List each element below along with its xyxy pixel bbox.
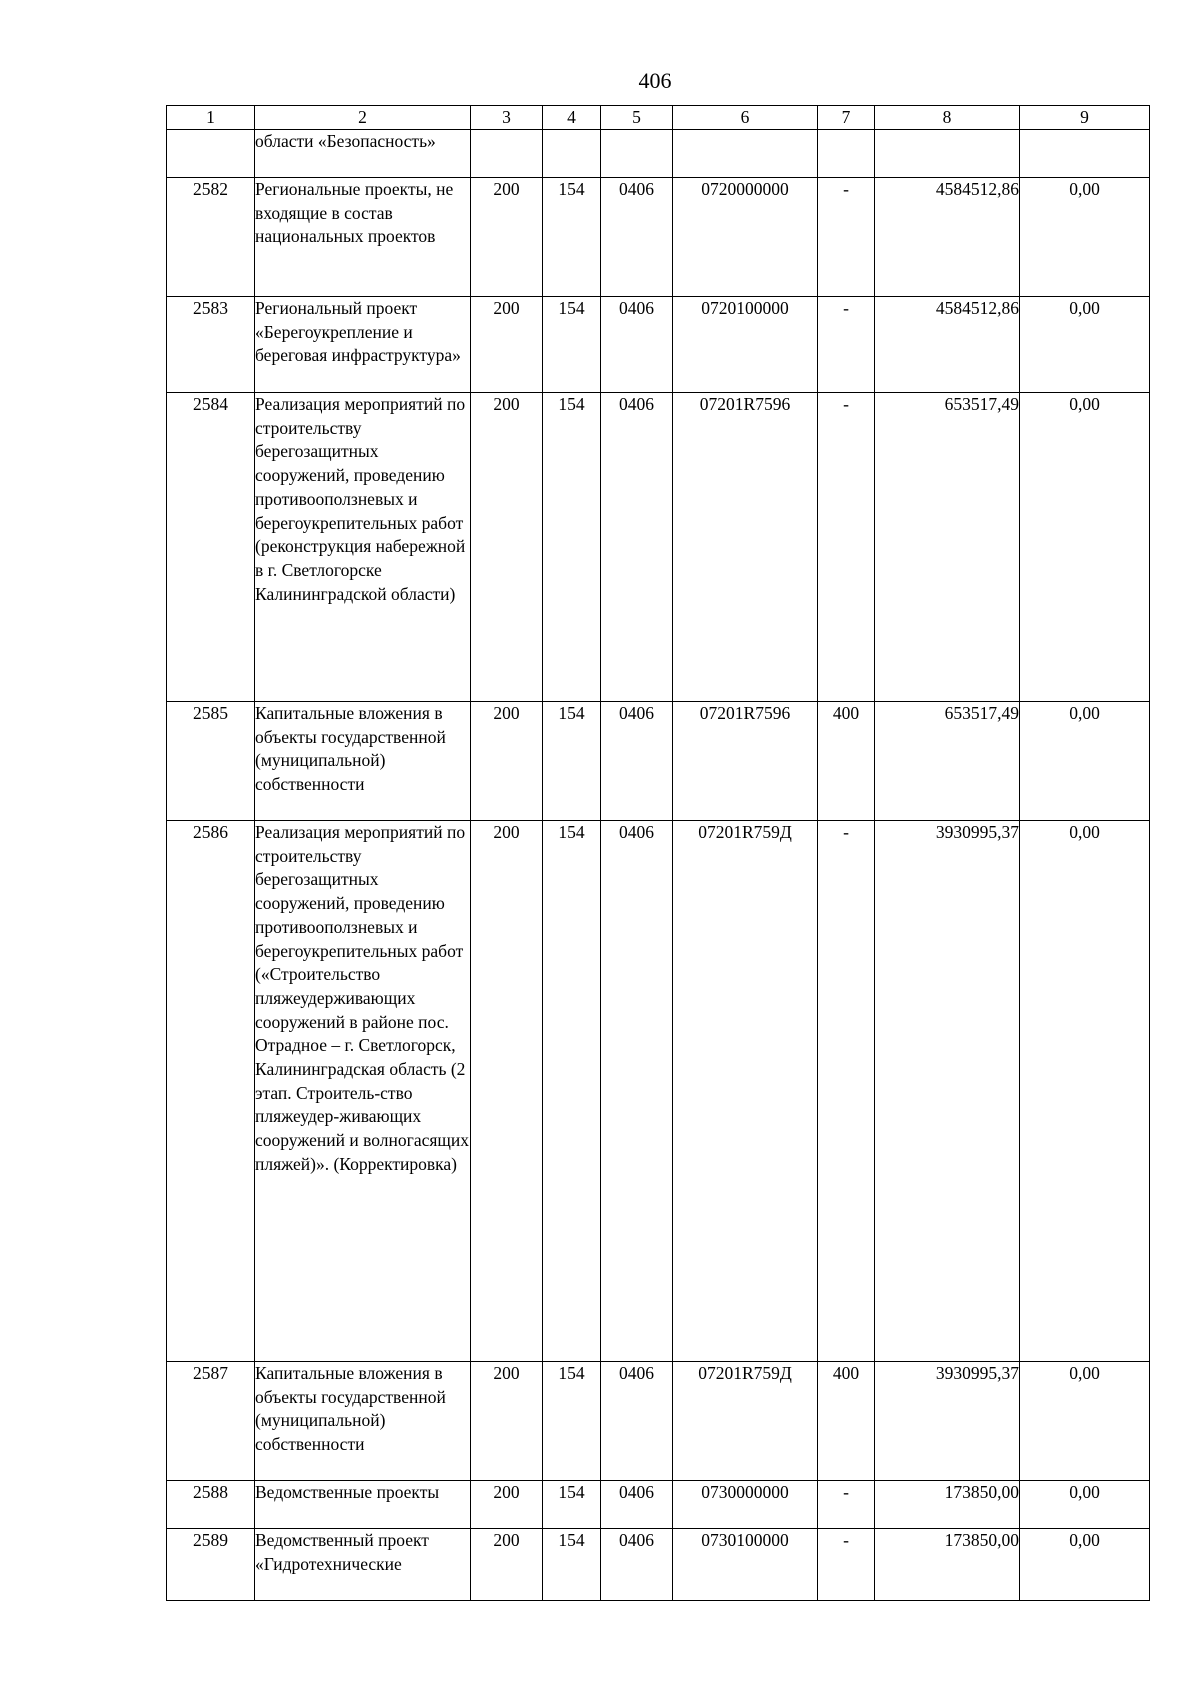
row-col8: 4584512,86 (875, 178, 1020, 297)
row-number: 2583 (167, 297, 255, 393)
row-col8: 173850,00 (875, 1529, 1020, 1601)
col-header-4: 4 (543, 106, 601, 130)
row-col7: 400 (818, 702, 875, 821)
row-name: Капитальные вложения в объекты государственной (муниципальной) собственности (255, 702, 471, 821)
row-col9: 0,00 (1020, 1362, 1150, 1481)
row-name: Ведомственные проекты (255, 1481, 471, 1529)
row-col9: 0,00 (1020, 1529, 1150, 1601)
row-col8: 653517,49 (875, 702, 1020, 821)
row-number: 2582 (167, 178, 255, 297)
row-col5: 0406 (601, 393, 673, 702)
row-name: Реализация мероприятий по строительству берегозащитных сооружений, проведению противооползневых и берегоукрепительных работ (реконструкция набережной в г. Светлогорске Калининградской области) (255, 393, 471, 702)
row-col9: 0,00 (1020, 178, 1150, 297)
row-col6: 07201R7596 (673, 702, 818, 821)
row-number: 2588 (167, 1481, 255, 1529)
row-col5: 0406 (601, 702, 673, 821)
row-col5: 0406 (601, 178, 673, 297)
row-col8: 3930995,37 (875, 1362, 1020, 1481)
row-col5: 0406 (601, 1481, 673, 1529)
row-col9: 0,00 (1020, 702, 1150, 821)
row-number: 2589 (167, 1529, 255, 1601)
row-col9: 0,00 (1020, 821, 1150, 1362)
row-number: 2587 (167, 1362, 255, 1481)
col-header-8: 8 (875, 106, 1020, 130)
row-col9: 0,00 (1020, 297, 1150, 393)
row-col6: 07201R759Д (673, 821, 818, 1362)
row-col4 (543, 130, 601, 178)
row-col4: 154 (543, 1362, 601, 1481)
row-col6: 07201R759Д (673, 1362, 818, 1481)
row-col8 (875, 130, 1020, 178)
col-header-5: 5 (601, 106, 673, 130)
col-header-6: 6 (673, 106, 818, 130)
row-col8: 3930995,37 (875, 821, 1020, 1362)
col-header-3: 3 (471, 106, 543, 130)
col-header-1: 1 (167, 106, 255, 130)
row-col8: 4584512,86 (875, 297, 1020, 393)
page-number: 406 (638, 68, 672, 93)
row-col4: 154 (543, 702, 601, 821)
row-col7 (818, 130, 875, 178)
table-row (167, 1481, 1150, 1529)
row-col9: 0,00 (1020, 1481, 1150, 1529)
row-col7: - (818, 1529, 875, 1601)
row-col7: - (818, 393, 875, 702)
row-col5: 0406 (601, 1529, 673, 1601)
table-row (167, 821, 1150, 1362)
row-col3: 200 (471, 178, 543, 297)
table-row (167, 1529, 1150, 1601)
row-col7: - (818, 821, 875, 1362)
row-col3: 200 (471, 1481, 543, 1529)
row-col3: 200 (471, 702, 543, 821)
row-col4: 154 (543, 393, 601, 702)
table-header (167, 106, 1150, 130)
col-header-7: 7 (818, 106, 875, 130)
row-name: Региональный проект «Берегоукрепление и береговая инфраструктура» (255, 297, 471, 393)
budget-table (166, 105, 1150, 1601)
row-col3: 200 (471, 1362, 543, 1481)
row-col8: 653517,49 (875, 393, 1020, 702)
row-number (167, 130, 255, 178)
row-col9 (1020, 130, 1150, 178)
row-col4: 154 (543, 297, 601, 393)
row-col7: - (818, 297, 875, 393)
row-col7: - (818, 178, 875, 297)
row-col5: 0406 (601, 821, 673, 1362)
row-number: 2586 (167, 821, 255, 1362)
row-col4: 154 (543, 1529, 601, 1601)
row-col6 (673, 130, 818, 178)
row-col4: 154 (543, 1481, 601, 1529)
header-row (167, 106, 1150, 130)
row-name: Региональные проекты, не входящие в состав национальных проектов (255, 178, 471, 297)
row-col6: 0720100000 (673, 297, 818, 393)
row-col3: 200 (471, 1529, 543, 1601)
table-row (167, 297, 1150, 393)
row-col3: 200 (471, 393, 543, 702)
row-name: области «Безопасность» (255, 130, 471, 178)
row-name: Реализация мероприятий по строительству берегозащитных сооружений, проведению противооползневых и берегоукрепительных работ («Строительство пляжеудерживающих сооружений в районе пос. Отрадное – г. Светлогорск, Калининградская область (2 этап. Строитель-ство пляжеудер-живающих сооружений и волногасящих пляжей)». (Корректировка) (255, 821, 471, 1362)
row-name: Ведомственный проект «Гидротехнические (255, 1529, 471, 1601)
table-row (167, 702, 1150, 821)
row-col4: 154 (543, 821, 601, 1362)
row-col9: 0,00 (1020, 393, 1150, 702)
row-col3: 200 (471, 821, 543, 1362)
row-number: 2585 (167, 702, 255, 821)
row-col6: 07201R7596 (673, 393, 818, 702)
row-col5 (601, 130, 673, 178)
row-col7: 400 (818, 1362, 875, 1481)
row-col7: - (818, 1481, 875, 1529)
row-col3 (471, 130, 543, 178)
row-col6: 0730100000 (673, 1529, 818, 1601)
row-col5: 0406 (601, 297, 673, 393)
row-col6: 0720000000 (673, 178, 818, 297)
table-body (167, 130, 1150, 1601)
col-header-9: 9 (1020, 106, 1150, 130)
row-col4: 154 (543, 178, 601, 297)
row-col8: 173850,00 (875, 1481, 1020, 1529)
table-row (167, 393, 1150, 702)
col-header-2: 2 (255, 106, 471, 130)
table-row (167, 1362, 1150, 1481)
row-col5: 0406 (601, 1362, 673, 1481)
row-col6: 0730000000 (673, 1481, 818, 1529)
table-row (167, 178, 1150, 297)
row-col3: 200 (471, 297, 543, 393)
table-row (167, 130, 1150, 178)
row-number: 2584 (167, 393, 255, 702)
row-name: Капитальные вложения в объекты государственной (муниципальной) собственности (255, 1362, 471, 1481)
